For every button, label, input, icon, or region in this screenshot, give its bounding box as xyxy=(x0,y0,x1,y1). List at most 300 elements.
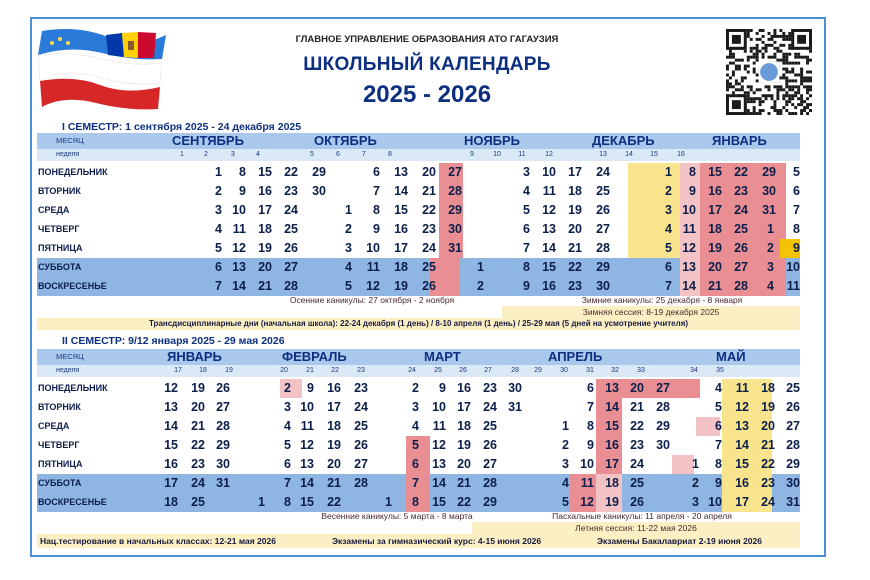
calendar-day: 30 xyxy=(786,476,800,490)
calendar-day: 23 xyxy=(422,222,436,236)
weekday-label: СРЕДА xyxy=(38,421,70,431)
calendar-day: 14 xyxy=(542,241,556,255)
calendar-day: 12 xyxy=(300,438,314,452)
calendar-day: 18 xyxy=(708,222,722,236)
calendar-day: 15 xyxy=(300,495,314,509)
calendar-day: 3 xyxy=(523,165,530,179)
calendar-day: 30 xyxy=(596,279,610,293)
calendar-day: 30 xyxy=(762,184,776,198)
calendar-day: 28 xyxy=(596,241,610,255)
calendar-frame xyxy=(30,17,826,557)
week-number: 26 xyxy=(459,367,467,374)
week-number: 15 xyxy=(650,151,658,158)
calendar-day: 20 xyxy=(761,419,775,433)
calendar-day: 6 xyxy=(373,165,380,179)
calendar-day: 30 xyxy=(508,381,522,395)
calendar-day: 17 xyxy=(327,400,341,414)
calendar-day: 6 xyxy=(587,381,594,395)
calendar-day: 12 xyxy=(232,241,246,255)
calendar-day: 16 xyxy=(457,381,471,395)
calendar-day: 7 xyxy=(284,476,291,490)
calendar-day: 6 xyxy=(665,260,672,274)
calendar-day: 7 xyxy=(587,400,594,414)
week-number: 34 xyxy=(690,367,698,374)
week-number: 32 xyxy=(611,367,619,374)
calendar-day: 26 xyxy=(284,241,298,255)
calendar-day: 8 xyxy=(689,165,696,179)
calendar-day: 4 xyxy=(767,279,774,293)
week-number: 12 xyxy=(545,151,553,158)
calendar-day: 22 xyxy=(630,419,644,433)
calendar-day: 18 xyxy=(258,222,272,236)
page-title: ШКОЛЬНЫЙ КАЛЕНДАРЬ xyxy=(303,54,551,75)
calendar-day: 3 xyxy=(692,495,699,509)
calendar-day: 16 xyxy=(258,184,272,198)
calendar-day: 27 xyxy=(216,400,230,414)
calendar-day: 30 xyxy=(312,184,326,198)
calendar-day: 6 xyxy=(412,457,419,471)
calendar-day: 4 xyxy=(284,419,291,433)
calendar-day: 5 xyxy=(284,438,291,452)
calendar-day: 24 xyxy=(191,476,205,490)
spring-break-label: Весенние каникулы: 5 марта - 8 марта xyxy=(321,511,473,521)
calendar-day: 27 xyxy=(483,457,497,471)
week-number: 33 xyxy=(637,367,645,374)
weekday-label: СУББОТА xyxy=(38,478,82,488)
calendar-day: 10 xyxy=(432,400,446,414)
calendar-day: 14 xyxy=(300,476,314,490)
weekday-label: ВОСКРЕСЕНЬЕ xyxy=(38,281,107,291)
calendar-day: 13 xyxy=(164,400,178,414)
calendar-day: 10 xyxy=(580,457,594,471)
calendar-day: 19 xyxy=(708,241,722,255)
calendar-day: 21 xyxy=(258,279,272,293)
calendar-day: 9 xyxy=(373,222,380,236)
calendar-day: 1 xyxy=(692,457,699,471)
calendar-day: 29 xyxy=(656,419,670,433)
calendar-day: 15 xyxy=(605,419,619,433)
week-number: 23 xyxy=(357,367,365,374)
calendar-day: 19 xyxy=(761,400,775,414)
calendar-day: 30 xyxy=(656,438,670,452)
calendar-day: 17 xyxy=(258,203,272,217)
week-column-label: неделя xyxy=(56,151,80,158)
calendar-day: 31 xyxy=(216,476,230,490)
calendar-day: 26 xyxy=(354,438,368,452)
calendar-day: 1 xyxy=(258,495,265,509)
week-number: 21 xyxy=(306,367,314,374)
week-number: 31 xyxy=(586,367,594,374)
calendar-day: 15 xyxy=(432,495,446,509)
qr-code-image xyxy=(726,29,812,115)
month-name: НОЯБРЬ xyxy=(464,133,521,148)
calendar-day: 11 xyxy=(300,419,314,433)
weekday-label: ПЯТНИЦА xyxy=(38,459,83,469)
calendar-day: 25 xyxy=(483,419,497,433)
calendar-day: 7 xyxy=(715,438,722,452)
calendar-day: 18 xyxy=(568,184,582,198)
calendar-day: 4 xyxy=(523,184,530,198)
calendar-day: 5 xyxy=(215,241,222,255)
calendar-day: 22 xyxy=(457,495,471,509)
week-number: 25 xyxy=(434,367,442,374)
calendar-day: 20 xyxy=(422,165,436,179)
calendar-day: 11 xyxy=(432,419,446,433)
week-number: 16 xyxy=(677,151,685,158)
summer-session-label: Летняя сессия: 11-22 мая 2026 xyxy=(472,522,800,534)
calendar-day: 10 xyxy=(366,241,380,255)
calendar-day: 17 xyxy=(164,476,178,490)
month-name: МАРТ xyxy=(424,349,461,364)
calendar-day: 23 xyxy=(354,381,368,395)
calendar-day: 23 xyxy=(483,381,497,395)
calendar-day: 14 xyxy=(164,419,178,433)
calendar-day: 16 xyxy=(708,184,722,198)
calendar-day: 2 xyxy=(477,279,484,293)
calendar-day: 22 xyxy=(568,260,582,274)
calendar-day: 16 xyxy=(735,476,749,490)
calendar-day: 30 xyxy=(216,457,230,471)
calendar-day: 18 xyxy=(394,260,408,274)
calendar-day: 19 xyxy=(258,241,272,255)
national-testing-label: Нац.тестирование в начальных классах: 12-21 мая 2026 xyxy=(40,536,276,546)
month-name: ОКТЯБРЬ xyxy=(314,133,377,148)
calendar-day: 9 xyxy=(307,381,314,395)
calendar-day: 29 xyxy=(448,203,462,217)
weekday-label: СУББОТА xyxy=(38,262,82,272)
calendar-day: 24 xyxy=(284,203,298,217)
calendar-day: 22 xyxy=(734,165,748,179)
calendar-day: 25 xyxy=(284,222,298,236)
calendar-day: 24 xyxy=(422,241,436,255)
calendar-day: 27 xyxy=(734,260,748,274)
calendar-day: 15 xyxy=(394,203,408,217)
calendar-day: 2 xyxy=(284,381,291,395)
calendar-day: 3 xyxy=(562,457,569,471)
calendar-day: 20 xyxy=(708,260,722,274)
calendar-day: 9 xyxy=(239,184,246,198)
calendar-day: 11 xyxy=(232,222,246,236)
week-number: 8 xyxy=(388,151,392,158)
calendar-day: 3 xyxy=(767,260,774,274)
calendar-day: 8 xyxy=(587,419,594,433)
calendar-day: 15 xyxy=(735,457,749,471)
calendar-day: 31 xyxy=(762,203,776,217)
calendar-day: 9 xyxy=(689,184,696,198)
calendar-day: 25 xyxy=(734,222,748,236)
calendar-day: 23 xyxy=(630,438,644,452)
month-name: ДЕКАБРЬ xyxy=(592,133,655,148)
weekday-label: ПОНЕДЕЛЬНИК xyxy=(38,383,108,393)
calendar-day: 2 xyxy=(562,438,569,452)
calendar-day: 10 xyxy=(300,400,314,414)
calendar-day: 16 xyxy=(394,222,408,236)
calendar-day: 24 xyxy=(354,400,368,414)
calendar-day: 8 xyxy=(793,222,800,236)
calendar-day: 26 xyxy=(734,241,748,255)
bacc-exams-label: Экзамены Бакалавриат 2-19 июня 2026 xyxy=(597,536,762,546)
month-name: ФЕВРАЛЬ xyxy=(282,349,347,364)
calendar-day: 29 xyxy=(596,260,610,274)
calendar-day: 25 xyxy=(422,260,436,274)
calendar-day: 29 xyxy=(786,457,800,471)
calendar-day: 25 xyxy=(191,495,205,509)
calendar-day: 4 xyxy=(345,260,352,274)
week-number: 6 xyxy=(336,151,340,158)
calendar-day: 15 xyxy=(258,165,272,179)
calendar-day: 11 xyxy=(786,279,800,293)
calendar-day: 13 xyxy=(605,381,619,395)
school-years: 2025 - 2026 xyxy=(362,81,492,108)
calendar-day: 5 xyxy=(665,241,672,255)
calendar-day: 30 xyxy=(448,222,462,236)
calendar-day: 1 xyxy=(385,495,392,509)
calendar-day: 23 xyxy=(568,279,582,293)
calendar-day: 26 xyxy=(216,381,230,395)
calendar-day: 1 xyxy=(562,419,569,433)
calendar-day: 13 xyxy=(682,260,696,274)
calendar-day: 10 xyxy=(542,165,556,179)
calendar-day: 11 xyxy=(735,381,749,395)
calendar-day: 14 xyxy=(432,476,446,490)
calendar-day: 2 xyxy=(767,241,774,255)
calendar-day: 20 xyxy=(191,400,205,414)
calendar-day: 20 xyxy=(258,260,272,274)
week-number: 7 xyxy=(362,151,366,158)
calendar-day: 14 xyxy=(605,400,619,414)
calendar-day: 13 xyxy=(232,260,246,274)
calendar-day: 12 xyxy=(366,279,380,293)
calendar-day: 18 xyxy=(605,476,619,490)
weekday-label: ЧЕТВЕРГ xyxy=(38,224,80,234)
calendar-day: 12 xyxy=(542,203,556,217)
calendar-day: 3 xyxy=(345,241,352,255)
calendar-day: 20 xyxy=(327,457,341,471)
calendar-day: 26 xyxy=(596,203,610,217)
calendar-day: 14 xyxy=(682,279,696,293)
calendar-day: 23 xyxy=(761,476,775,490)
calendar-day: 28 xyxy=(483,476,497,490)
calendar-day: 23 xyxy=(734,184,748,198)
calendar-day: 27 xyxy=(354,457,368,471)
calendar-day: 16 xyxy=(164,457,178,471)
calendar-day: 6 xyxy=(793,184,800,198)
calendar-day: 7 xyxy=(373,184,380,198)
week-number: 28 xyxy=(511,367,519,374)
calendar-day: 29 xyxy=(762,165,776,179)
calendar-day: 6 xyxy=(215,260,222,274)
calendar-day: 16 xyxy=(542,279,556,293)
calendar-day: 8 xyxy=(715,457,722,471)
calendar-day: 20 xyxy=(457,457,471,471)
calendar-day: 16 xyxy=(605,438,619,452)
week-number: 19 xyxy=(225,367,233,374)
calendar-day: 18 xyxy=(761,381,775,395)
calendar-day: 17 xyxy=(568,165,582,179)
calendar-day: 20 xyxy=(568,222,582,236)
calendar-day: 22 xyxy=(761,457,775,471)
weekday-label: ВОСКРЕСЕНЬЕ xyxy=(38,497,107,507)
calendar-day: 4 xyxy=(562,476,569,490)
calendar-day: 25 xyxy=(630,476,644,490)
calendar-day: 29 xyxy=(216,438,230,452)
week-number: 18 xyxy=(199,367,207,374)
calendar-day: 22 xyxy=(422,203,436,217)
calendar-day: 19 xyxy=(568,203,582,217)
calendar-day: 21 xyxy=(191,419,205,433)
gagauzia-flag-image xyxy=(38,25,166,111)
month-column-label: МЕСЯЦ xyxy=(56,352,84,361)
week-column-label: неделя xyxy=(56,367,80,374)
week-number: 20 xyxy=(280,367,288,374)
calendar-day: 14 xyxy=(735,438,749,452)
organization-name: ГЛАВНОЕ УПРАВЛЕНИЕ ОБРАЗОВАНИЯ АТО ГАГАУЗИЯ xyxy=(295,34,559,45)
month-column-label: МЕСЯЦ xyxy=(56,136,84,145)
calendar-day: 15 xyxy=(542,260,556,274)
calendar-day: 27 xyxy=(786,419,800,433)
calendar-day: 21 xyxy=(422,184,436,198)
calendar-day: 29 xyxy=(312,165,326,179)
week-number: 10 xyxy=(493,151,501,158)
calendar-day: 17 xyxy=(394,241,408,255)
calendar-day: 27 xyxy=(596,222,610,236)
calendar-day: 4 xyxy=(215,222,222,236)
calendar-day: 7 xyxy=(665,279,672,293)
calendar-day: 28 xyxy=(448,184,462,198)
calendar-day: 1 xyxy=(215,165,222,179)
calendar-day: 18 xyxy=(457,419,471,433)
calendar-day: 21 xyxy=(708,279,722,293)
calendar-day: 10 xyxy=(708,495,722,509)
calendar-day: 12 xyxy=(580,495,594,509)
month-name: АПРЕЛЬ xyxy=(548,349,603,364)
calendar-day: 13 xyxy=(394,165,408,179)
calendar-day: 8 xyxy=(373,203,380,217)
calendar-day: 13 xyxy=(542,222,556,236)
calendar-day: 7 xyxy=(523,241,530,255)
calendar-day: 23 xyxy=(191,457,205,471)
calendar-day: 21 xyxy=(568,241,582,255)
gymnasium-exams-label: Экзамены за гимназический курс: 4-15 июня 2026 xyxy=(332,536,542,546)
calendar-day: 26 xyxy=(422,279,436,293)
week-number: 17 xyxy=(174,367,182,374)
calendar-day: 19 xyxy=(327,438,341,452)
calendar-day: 7 xyxy=(412,476,419,490)
calendar-day: 8 xyxy=(284,495,291,509)
calendar-day: 9 xyxy=(439,381,446,395)
week-number: 2 xyxy=(204,151,208,158)
semester-2-title: II СЕМЕСТР: 9/12 января 2025 - 29 мая 2026 xyxy=(62,335,285,347)
weekday-label: ПЯТНИЦА xyxy=(38,243,83,253)
calendar-day: 19 xyxy=(394,279,408,293)
calendar-day: 22 xyxy=(327,495,341,509)
week-number: 5 xyxy=(310,151,314,158)
weekday-label: СРЕДА xyxy=(38,205,70,215)
calendar-day: 26 xyxy=(630,495,644,509)
calendar-day: 5 xyxy=(793,165,800,179)
week-number: 27 xyxy=(484,367,492,374)
calendar-day: 24 xyxy=(596,165,610,179)
calendar-day: 23 xyxy=(284,184,298,198)
calendar-day: 15 xyxy=(708,165,722,179)
weekday-label: ЧЕТВЕРГ xyxy=(38,440,80,450)
calendar-day: 15 xyxy=(164,438,178,452)
week-number: 35 xyxy=(716,367,724,374)
calendar-day: 10 xyxy=(232,203,246,217)
calendar-day: 2 xyxy=(412,381,419,395)
calendar-day: 17 xyxy=(605,457,619,471)
calendar-day: 25 xyxy=(354,419,368,433)
calendar-day: 5 xyxy=(412,438,419,452)
weekday-label: ПОНЕДЕЛЬНИК xyxy=(38,167,108,177)
calendar-day: 9 xyxy=(587,438,594,452)
calendar-day: 12 xyxy=(164,381,178,395)
calendar-day: 18 xyxy=(327,419,341,433)
calendar-day: 31 xyxy=(448,241,462,255)
winter-session-label: Зимняя сессия: 8-19 декабря 2025 xyxy=(502,306,800,318)
calendar-day: 8 xyxy=(412,495,419,509)
calendar-day: 9 xyxy=(793,241,800,255)
calendar-day: 21 xyxy=(761,438,775,452)
week-number: 30 xyxy=(560,367,568,374)
calendar-day: 13 xyxy=(300,457,314,471)
calendar-day: 27 xyxy=(448,165,462,179)
calendar-day: 12 xyxy=(735,400,749,414)
calendar-day: 2 xyxy=(345,222,352,236)
calendar-day: 24 xyxy=(734,203,748,217)
calendar-day: 12 xyxy=(432,438,446,452)
calendar-day: 17 xyxy=(708,203,722,217)
calendar-day: 8 xyxy=(523,260,530,274)
calendar-day: 14 xyxy=(232,279,246,293)
calendar-day: 7 xyxy=(793,203,800,217)
calendar-day: 22 xyxy=(191,438,205,452)
calendar-day: 29 xyxy=(483,495,497,509)
calendar-day: 17 xyxy=(735,495,749,509)
month-name: ЯНВАРЬ xyxy=(167,349,222,364)
calendar-day: 4 xyxy=(665,222,672,236)
calendar-day: 28 xyxy=(284,279,298,293)
calendar-day: 10 xyxy=(682,203,696,217)
calendar-day: 28 xyxy=(656,400,670,414)
calendar-day: 14 xyxy=(394,184,408,198)
transdisciplinary-days-label: Трансдисциплинарные дни (начальная школа): 22-24 декабря (1 день) / 8-10 апреля (1 день) / 25-29 мая (5 дней на усмотрение учителя) xyxy=(37,318,800,330)
calendar-day: 3 xyxy=(412,400,419,414)
calendar-day: 9 xyxy=(523,279,530,293)
calendar-day: 1 xyxy=(477,260,484,274)
calendar-day: 20 xyxy=(630,381,644,395)
calendar-day: 1 xyxy=(345,203,352,217)
week-number: 22 xyxy=(331,367,339,374)
week-number: 9 xyxy=(470,151,474,158)
week-number: 14 xyxy=(625,151,633,158)
winter-break-label: Зимние каникулы: 25 декабря - 8 января xyxy=(581,295,743,305)
autumn-break-label: Осенние каникулы: 27 октября - 2 ноября xyxy=(289,295,455,305)
calendar-day: 19 xyxy=(191,381,205,395)
weekday-label: ВТОРНИК xyxy=(38,402,81,412)
calendar-day: 1 xyxy=(665,165,672,179)
calendar-day: 18 xyxy=(164,495,178,509)
calendar-day: 22 xyxy=(284,165,298,179)
calendar-day: 9 xyxy=(715,476,722,490)
calendar-day: 8 xyxy=(239,165,246,179)
calendar-day: 21 xyxy=(457,476,471,490)
week-number: 29 xyxy=(534,367,542,374)
calendar-day: 26 xyxy=(786,400,800,414)
calendar-day: 24 xyxy=(483,400,497,414)
calendar-day: 5 xyxy=(562,495,569,509)
calendar-day: 12 xyxy=(682,241,696,255)
